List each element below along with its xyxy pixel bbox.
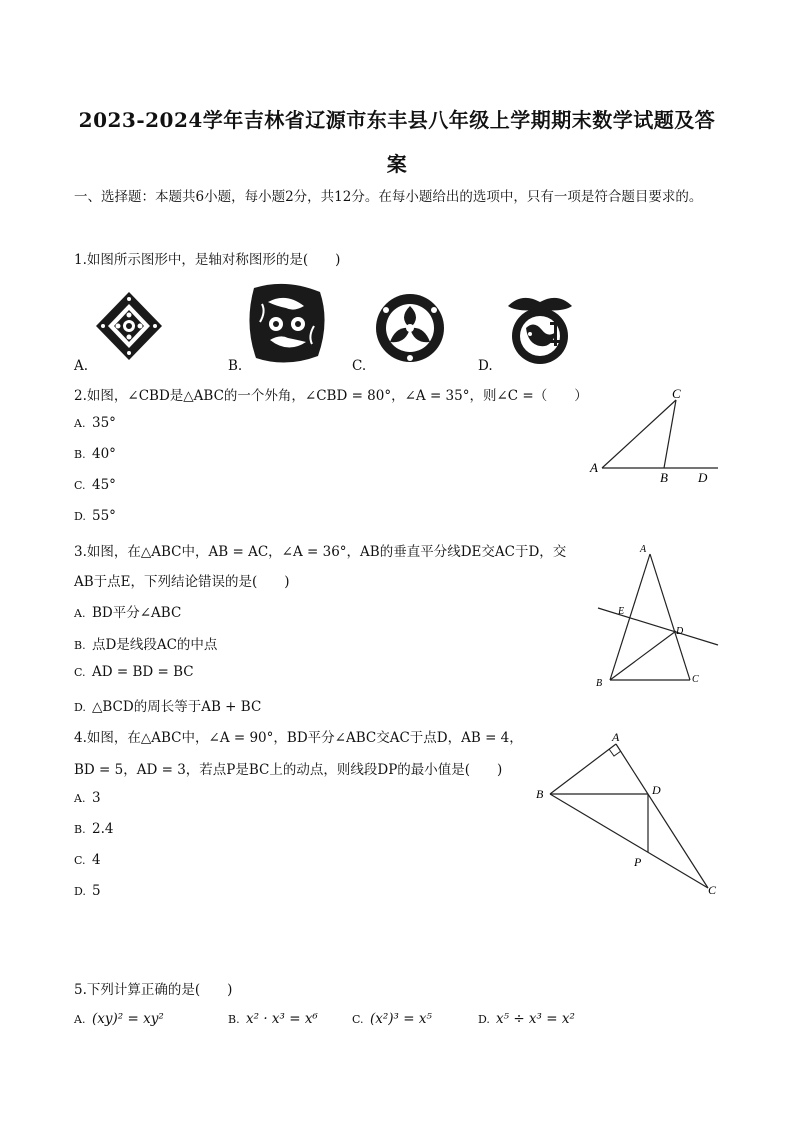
q1-option-a: A. [74,358,89,374]
q3-label-a: A [640,544,647,555]
q4-option-c [74,852,101,868]
q1-figure-d [498,292,582,366]
q3-option-a-letter: A. [74,607,86,620]
q5-option-c-letter: C. [352,1013,364,1026]
q5-option-c-text: (x²)³ = x⁵ [370,1011,432,1027]
q5-option-a-letter: A. [74,1013,86,1026]
q2-option-a-text: 35° [92,415,116,431]
page-title: 2023-2024学年吉林省辽源市东丰县八年级上学期期末数学试题及答 [78,108,716,132]
q2-option-c-text: 45° [92,477,116,493]
q4-option-b [74,821,113,837]
q2-label-d: D [698,470,708,485]
q3-option-b-letter: B. [74,639,86,652]
q4-option-d-text: 5 [92,883,101,899]
q2-option-a [74,415,116,431]
q5-option-d-letter: D. [478,1013,490,1026]
q3-option-a [74,601,181,621]
q4-option-b-letter: B. [74,823,86,836]
q5-stem: 5.下列计算正确的是( ) [74,982,233,998]
q3-label-c: C [692,674,699,685]
q5-option-b-text: x² · x³ = x⁶ [246,1011,318,1027]
page-title-continuation: 案 [386,152,408,176]
q5-option-d-text: x⁵ ÷ x³ = x² [496,1011,575,1027]
q4-option-a-text: 3 [92,790,101,806]
q3-triangle-figure [590,540,724,690]
q2-option-c [74,477,116,493]
q2-stem: 2.如图，∠CBD是△ABC的一个外角，∠CBD = 80°，∠A = 35°，则∠C =（ ） [74,388,588,404]
q2-option-d-letter: D. [74,510,86,523]
q3-option-c-text: AD = BD = BC [92,664,194,680]
q5-option-b-letter: B. [228,1013,240,1026]
q4-triangle-figure [530,728,724,898]
q3-option-b-text: 点D是线段AC的中点 [92,637,218,653]
q4-option-a [74,790,101,806]
q2-label-b: B [660,470,668,485]
q2-option-b-letter: B. [74,448,86,461]
q4-option-b-text: 2.4 [92,821,114,837]
q3-option-d-letter: D. [74,701,86,714]
section-header: 一、选择题：本题共6小题，每小题2分，共12分。在每小题给出的选项中，只有一项是符合题目要求的。 [74,189,703,205]
q2-option-c-letter: C. [74,479,86,492]
q4-option-d [74,883,101,899]
q4-option-c-letter: C. [74,854,86,867]
q4-label-d: D [652,783,661,797]
q3-option-c-letter: C. [74,666,86,679]
q3-label-d: D [676,626,684,637]
q3-option-a-text: BD平分∠ABC [92,605,182,621]
q2-triangle-figure [586,382,726,488]
q4-label-b: B [536,787,544,801]
q5-option-d [478,1011,575,1027]
q1-figure-c [370,290,450,366]
q5-option-c [352,1011,432,1027]
q3-stem-line2: AB于点E，下列结论错误的是( ) [74,574,290,590]
q3-label-b: B [596,678,603,689]
q2-option-d-text: 55° [92,508,116,524]
q2-option-d [74,508,116,524]
q5-option-a [74,1011,164,1027]
q4-option-d-letter: D. [74,885,86,898]
q4-option-a-letter: A. [74,792,86,805]
q3-option-b [74,633,217,653]
q1-option-c: C. [352,358,367,374]
q5-option-b [228,1011,318,1027]
q1-stem: 1.如图所示图形中，是轴对称图形的是( ) [74,252,341,268]
q4-label-p: P [634,855,642,869]
q5-option-a-text: (xy)² = xy² [92,1011,164,1027]
q4-label-a: A [612,730,620,744]
q4-option-c-text: 4 [92,852,101,868]
q1-figure-b [246,282,328,366]
q3-option-d [74,695,261,715]
q3-option-d-text: △BCD的周长等于AB + BC [92,699,262,715]
q2-option-a-letter: A. [74,417,86,430]
q2-option-b [74,446,116,462]
q2-label-c: C [672,386,681,401]
q4-stem-line1: 4.如图，在△ABC中，∠A = 90°，BD平分∠ABC交AC于点D，AB = 4， [74,730,523,746]
q2-label-a: A [590,460,598,475]
q4-stem-line2: BD = 5，AD = 3，若点P是BC上的动点，则线段DP的最小值是( ) [74,762,503,778]
q1-option-d: D. [478,358,493,374]
q3-label-e: E [618,606,625,617]
q3-option-c [74,664,194,680]
q3-stem-line1: 3.如图，在△ABC中，AB = AC，∠A = 36°，AB的垂直平分线DE交AC于D，交 [74,544,567,560]
q4-label-c: C [708,883,717,897]
q1-figure-a [94,290,164,362]
q1-option-b: B. [228,358,243,374]
q2-option-b-text: 40° [92,446,116,462]
